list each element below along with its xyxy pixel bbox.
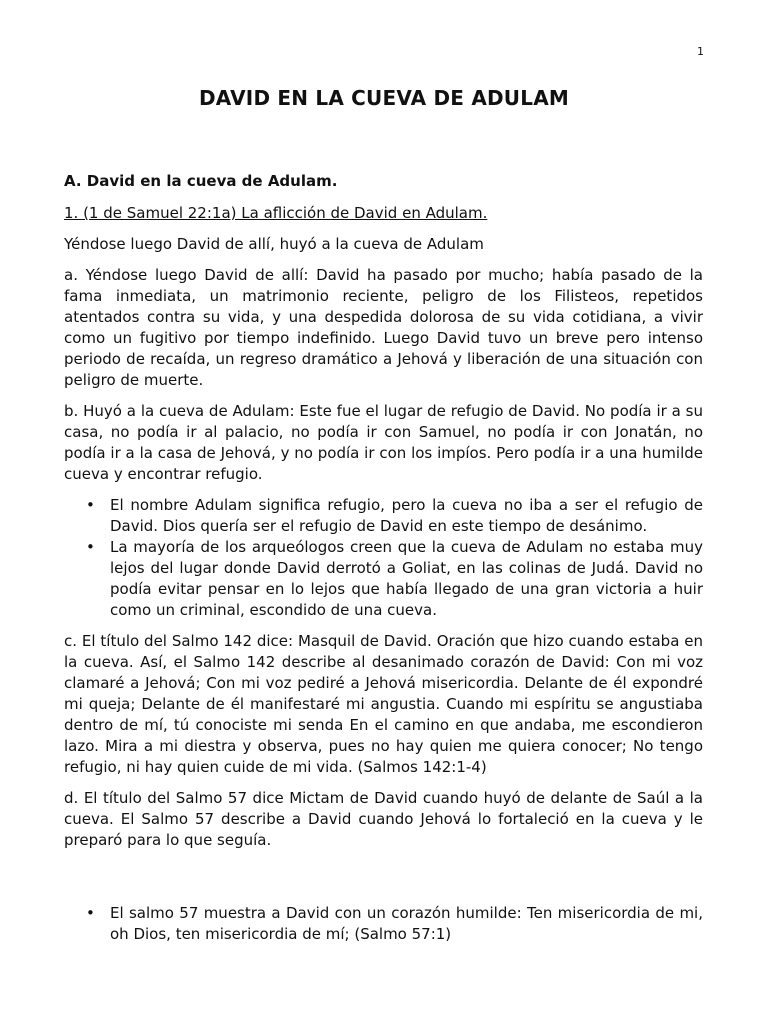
section-heading: A. David en la cueva de Adulam. bbox=[64, 172, 338, 190]
paragraph-a: a. Yéndose luego David de allí: David ha pasado por mucho; había pasado de la fama inmediata, un matrimonio reciente, peligro de los Filisteos, repetidos atentados contra su vida, y una despedida dolorosa de su vida cotidiana, a vivir como un fugitivo por tiempo indefinido. Luego David tuvo un breve pero intenso periodo de recaída, un regreso dramático a Jehová y liberación de una situación con peligro de muerte. bbox=[64, 266, 703, 389]
bullet-text: El salmo 57 muestra a David con un corazón humilde: Ten misericordia de mi, oh Dios, ten misericordia de mí; (Salmo 57:1) bbox=[110, 904, 703, 943]
bullet-icon: • bbox=[86, 904, 95, 922]
paragraph-c: c. El título del Salmo 142 dice: Masquil de David. Oración que hizo cuando estaba en la cueva. Así, el Salmo 142 describe al desanimado corazón de David: Con mi voz clamaré a Jehová; Con mi voz pediré a Jehová misericordia. Delante de él expondré mi queja; Delante de él manifestaré mi angustia. Cuando mi espíritu se angustiaba dentro de mí, tú conociste mi senda En el camino en que andaba, me escondieron lazo. Mira a mi diestra y observa, pues no hay quien me quiera conocer; No tengo refugio, ni hay quien cuide de mi vida. (Salmos 142:1-4) bbox=[64, 632, 703, 776]
bullet-icon: • bbox=[86, 538, 95, 556]
subheading bbox=[64, 203, 703, 224]
bullet-icon: • bbox=[86, 496, 95, 514]
subheading-text: 1. (1 de Samuel 22:1a) La aflicción de David en Adulam. bbox=[64, 204, 488, 222]
bullet-list-d bbox=[64, 903, 703, 945]
bullet-item bbox=[86, 495, 703, 537]
document-body bbox=[64, 171, 703, 955]
blank-space bbox=[64, 861, 703, 903]
document-title: DAVID EN LA CUEVA DE ADULAM bbox=[199, 86, 569, 110]
page-number: 1 bbox=[697, 45, 704, 58]
bullet-text: El nombre Adulam significa refugio, pero la cueva no iba a ser el refugio de David. Dios quería ser el refugio de David en este tiempo de desánimo. bbox=[110, 496, 703, 535]
bullet-item bbox=[86, 903, 703, 945]
paragraph-b: b. Huyó a la cueva de Adulam: Este fue el lugar de refugio de David. No podía ir a su casa, no podía ir al palacio, no podía ir con Samuel, no podía ir con Jonatán, no podía ir a la casa de Jehová, y no podía ir con los impíos. Pero podía ir a una humilde cueva y encontrar refugio. bbox=[64, 402, 703, 483]
paragraph-d: d. El título del Salmo 57 dice Mictam de David cuando huyó de delante de Saúl a la cueva. El Salmo 57 describe a David cuando Jehová lo fortaleció en la cueva y le preparó para lo que seguía. bbox=[64, 789, 703, 849]
bullet-text: La mayoría de los arqueólogos creen que la cueva de Adulam no estaba muy lejos del lugar donde David derrotó a Goliat, en las colinas de Judá. David no podía evitar pensar en lo lejos que había llegado de una gran victoria a huir como un criminal, escondido de una cueva. bbox=[110, 538, 703, 619]
bullet-list-b bbox=[64, 495, 703, 621]
verse-text: Yéndose luego David de allí, huyó a la cueva de Adulam bbox=[64, 235, 484, 253]
bullet-item bbox=[86, 537, 703, 621]
